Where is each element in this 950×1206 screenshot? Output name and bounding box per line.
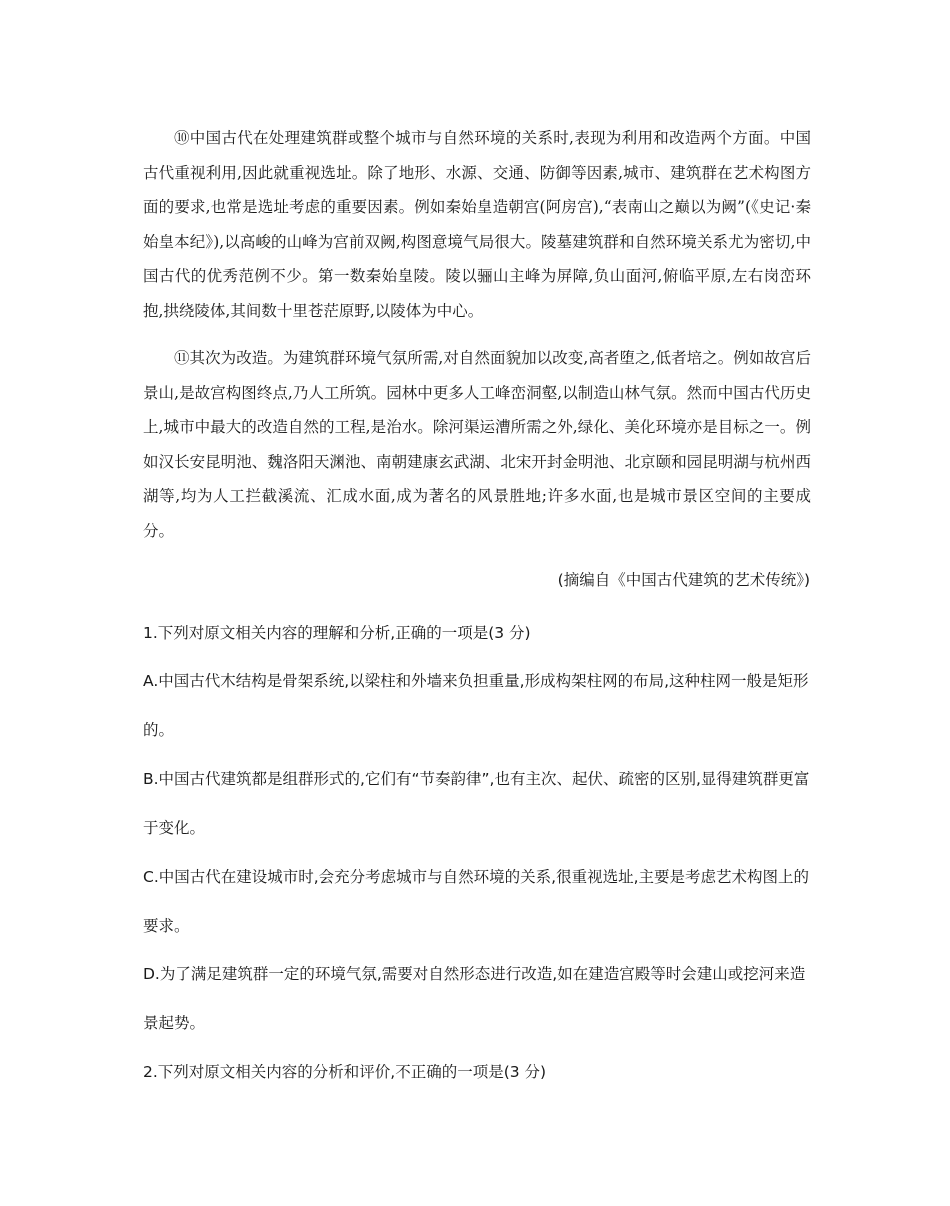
question-2-stem: 2.下列对原文相关内容的分析和评价,不正确的一项是(3 分) <box>143 1063 547 1081</box>
question-1-option-a: A.中国古代木结构是骨架系统,以梁柱和外墙来负担重量,形成构架柱网的布局,这种柱网一般是矩形的。 <box>143 672 809 739</box>
question-1-option-b: B.中国古代建筑都是组群形式的,它们有“节奏韵律”,也有主次、起伏、疏密的区别,显得建筑群更富于变化。 <box>143 770 810 837</box>
question-1-option-d: D.为了满足建筑群一定的环境气氛,需要对自然形态进行改造,如在建造宫殿等时会建山或挖河来造景起势。 <box>143 965 806 1032</box>
passage-paragraph-11: ⑪其次为改造。为建筑群环境气氛所需,对自然面貌加以改变,高者堕之,低者培之。例如故宫后景山,是故宫构图终点,乃人工所筑。园林中更多人工峰峦洞壑,以制造山林气氛。然而中国古代历史上,城市中最大的改造自然的工程,是治水。除河渠运漕所需之外,绿化、美化环境亦是目标之一。例如汉长安昆明池、魏洛阳天渊池、南朝建康玄武湖、北宋开封金明池、北京颐和园昆明湖与杭州西湖等,均为人工拦截溪流、汇成水面,成为著名的风景胜地;许多水面,也是城市景区空间的主要成分。 <box>143 349 811 540</box>
question-1-stem: 1.下列对原文相关内容的理解和分析,正确的一项是(3 分) <box>143 624 531 642</box>
source-citation: (摘编自《中国古代建筑的艺术传统》) <box>557 571 810 589</box>
question-1-option-c: C.中国古代在建设城市时,会充分考虑城市与自然环境的关系,很重视选址,主要是考虑艺术构图上的要求。 <box>143 868 810 935</box>
passage-paragraph-10: ⑩中国古代在处理建筑群或整个城市与自然环境的关系时,表现为利用和改造两个方面。中国古代重视利用,因此就重视选址。除了地形、水源、交通、防御等因素,城市、建筑群在艺术构图方面的要求,也常是选址考虑的重要因素。例如秦始皇造朝宫(阿房宫),“表南山之巅以为阙”(《史记·秦始皇本纪》),以高峻的山峰为宫前双阙,构图意境气局很大。陵墓建筑群和自然环境关系尤为密切,中国古代的优秀范例不少。第一数秦始皇陵。陵以骊山主峰为屏障,负山面河,俯临平原,左右岗峦环抱,拱绕陵体,其间数十里苍茫原野,以陵体为中心。 <box>143 129 811 320</box>
